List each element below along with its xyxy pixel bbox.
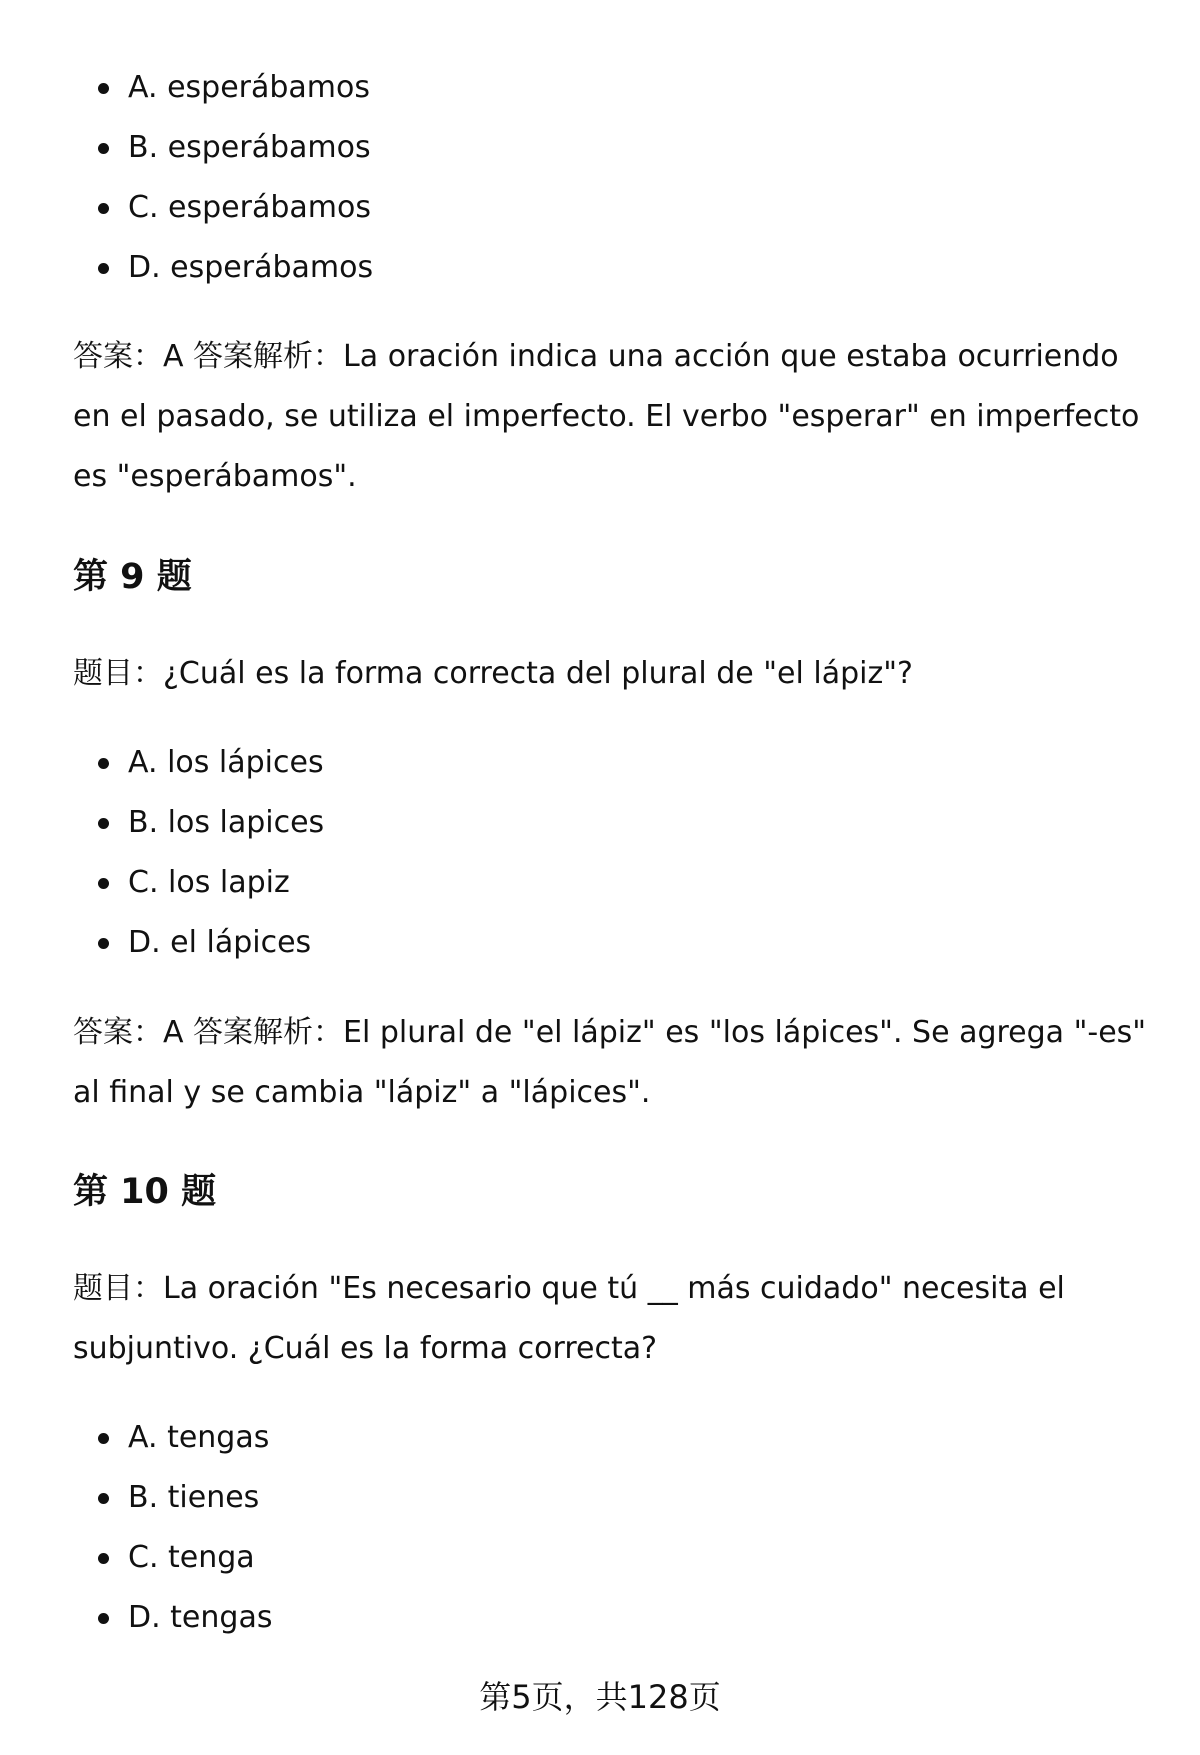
page-footer: 第5页，共128页 xyxy=(479,1678,721,1716)
bullet-icon xyxy=(98,1493,109,1504)
q10-question: 题目：La oración "Es necesario que tú __ más cuidado" necesita el subjuntivo. ¿Cuál es la forma correcta? xyxy=(73,1271,1065,1366)
q8-option-c: C. esperábamos xyxy=(73,178,373,238)
q9-option-a: A. los lápices xyxy=(73,733,324,793)
bullet-icon xyxy=(98,818,109,829)
bullet-icon xyxy=(98,203,109,214)
q8-options-list xyxy=(73,58,373,298)
bullet-icon xyxy=(98,878,109,889)
q10-options-list xyxy=(73,1408,272,1648)
q10-option-a: A. tengas xyxy=(73,1408,272,1468)
q9-heading: 第 9 题 xyxy=(73,557,192,597)
q9-options-list xyxy=(73,733,324,973)
bullet-icon xyxy=(98,758,109,769)
q9-answer-explanation: 答案：A 答案解析：El plural de "el lápiz" es "los lápices". Se agrega "-es" al final y se cambia "lápiz" a "lápices". xyxy=(73,1015,1147,1110)
q9-option-d: D. el lápices xyxy=(73,913,324,973)
q9-question: 题目：¿Cuál es la forma correcta del plural de "el lápiz"? xyxy=(73,656,913,691)
q10-heading: 第 10 题 xyxy=(73,1172,217,1212)
q9-option-c: C. los lapiz xyxy=(73,853,324,913)
q8-answer-explanation: 答案：A 答案解析：La oración indica una acción que estaba ocurriendo en el pasado, se utiliza el imperfecto. El verbo "esperar" en imperfecto es "esperábamos". xyxy=(73,339,1140,494)
bullet-icon xyxy=(98,1553,109,1564)
bullet-icon xyxy=(98,83,109,94)
q8-option-b: B. esperábamos xyxy=(73,118,373,178)
bullet-icon xyxy=(98,1433,109,1444)
q10-option-b: B. tienes xyxy=(73,1468,272,1528)
bullet-icon xyxy=(98,143,109,154)
bullet-icon xyxy=(98,938,109,949)
q10-option-c: C. tenga xyxy=(73,1528,272,1588)
q9-option-b: B. los lapices xyxy=(73,793,324,853)
q8-option-a: A. esperábamos xyxy=(73,58,373,118)
bullet-icon xyxy=(98,1613,109,1624)
bullet-icon xyxy=(98,263,109,274)
q8-option-d: D. esperábamos xyxy=(73,238,373,298)
q10-option-d: D. tengas xyxy=(73,1588,272,1648)
